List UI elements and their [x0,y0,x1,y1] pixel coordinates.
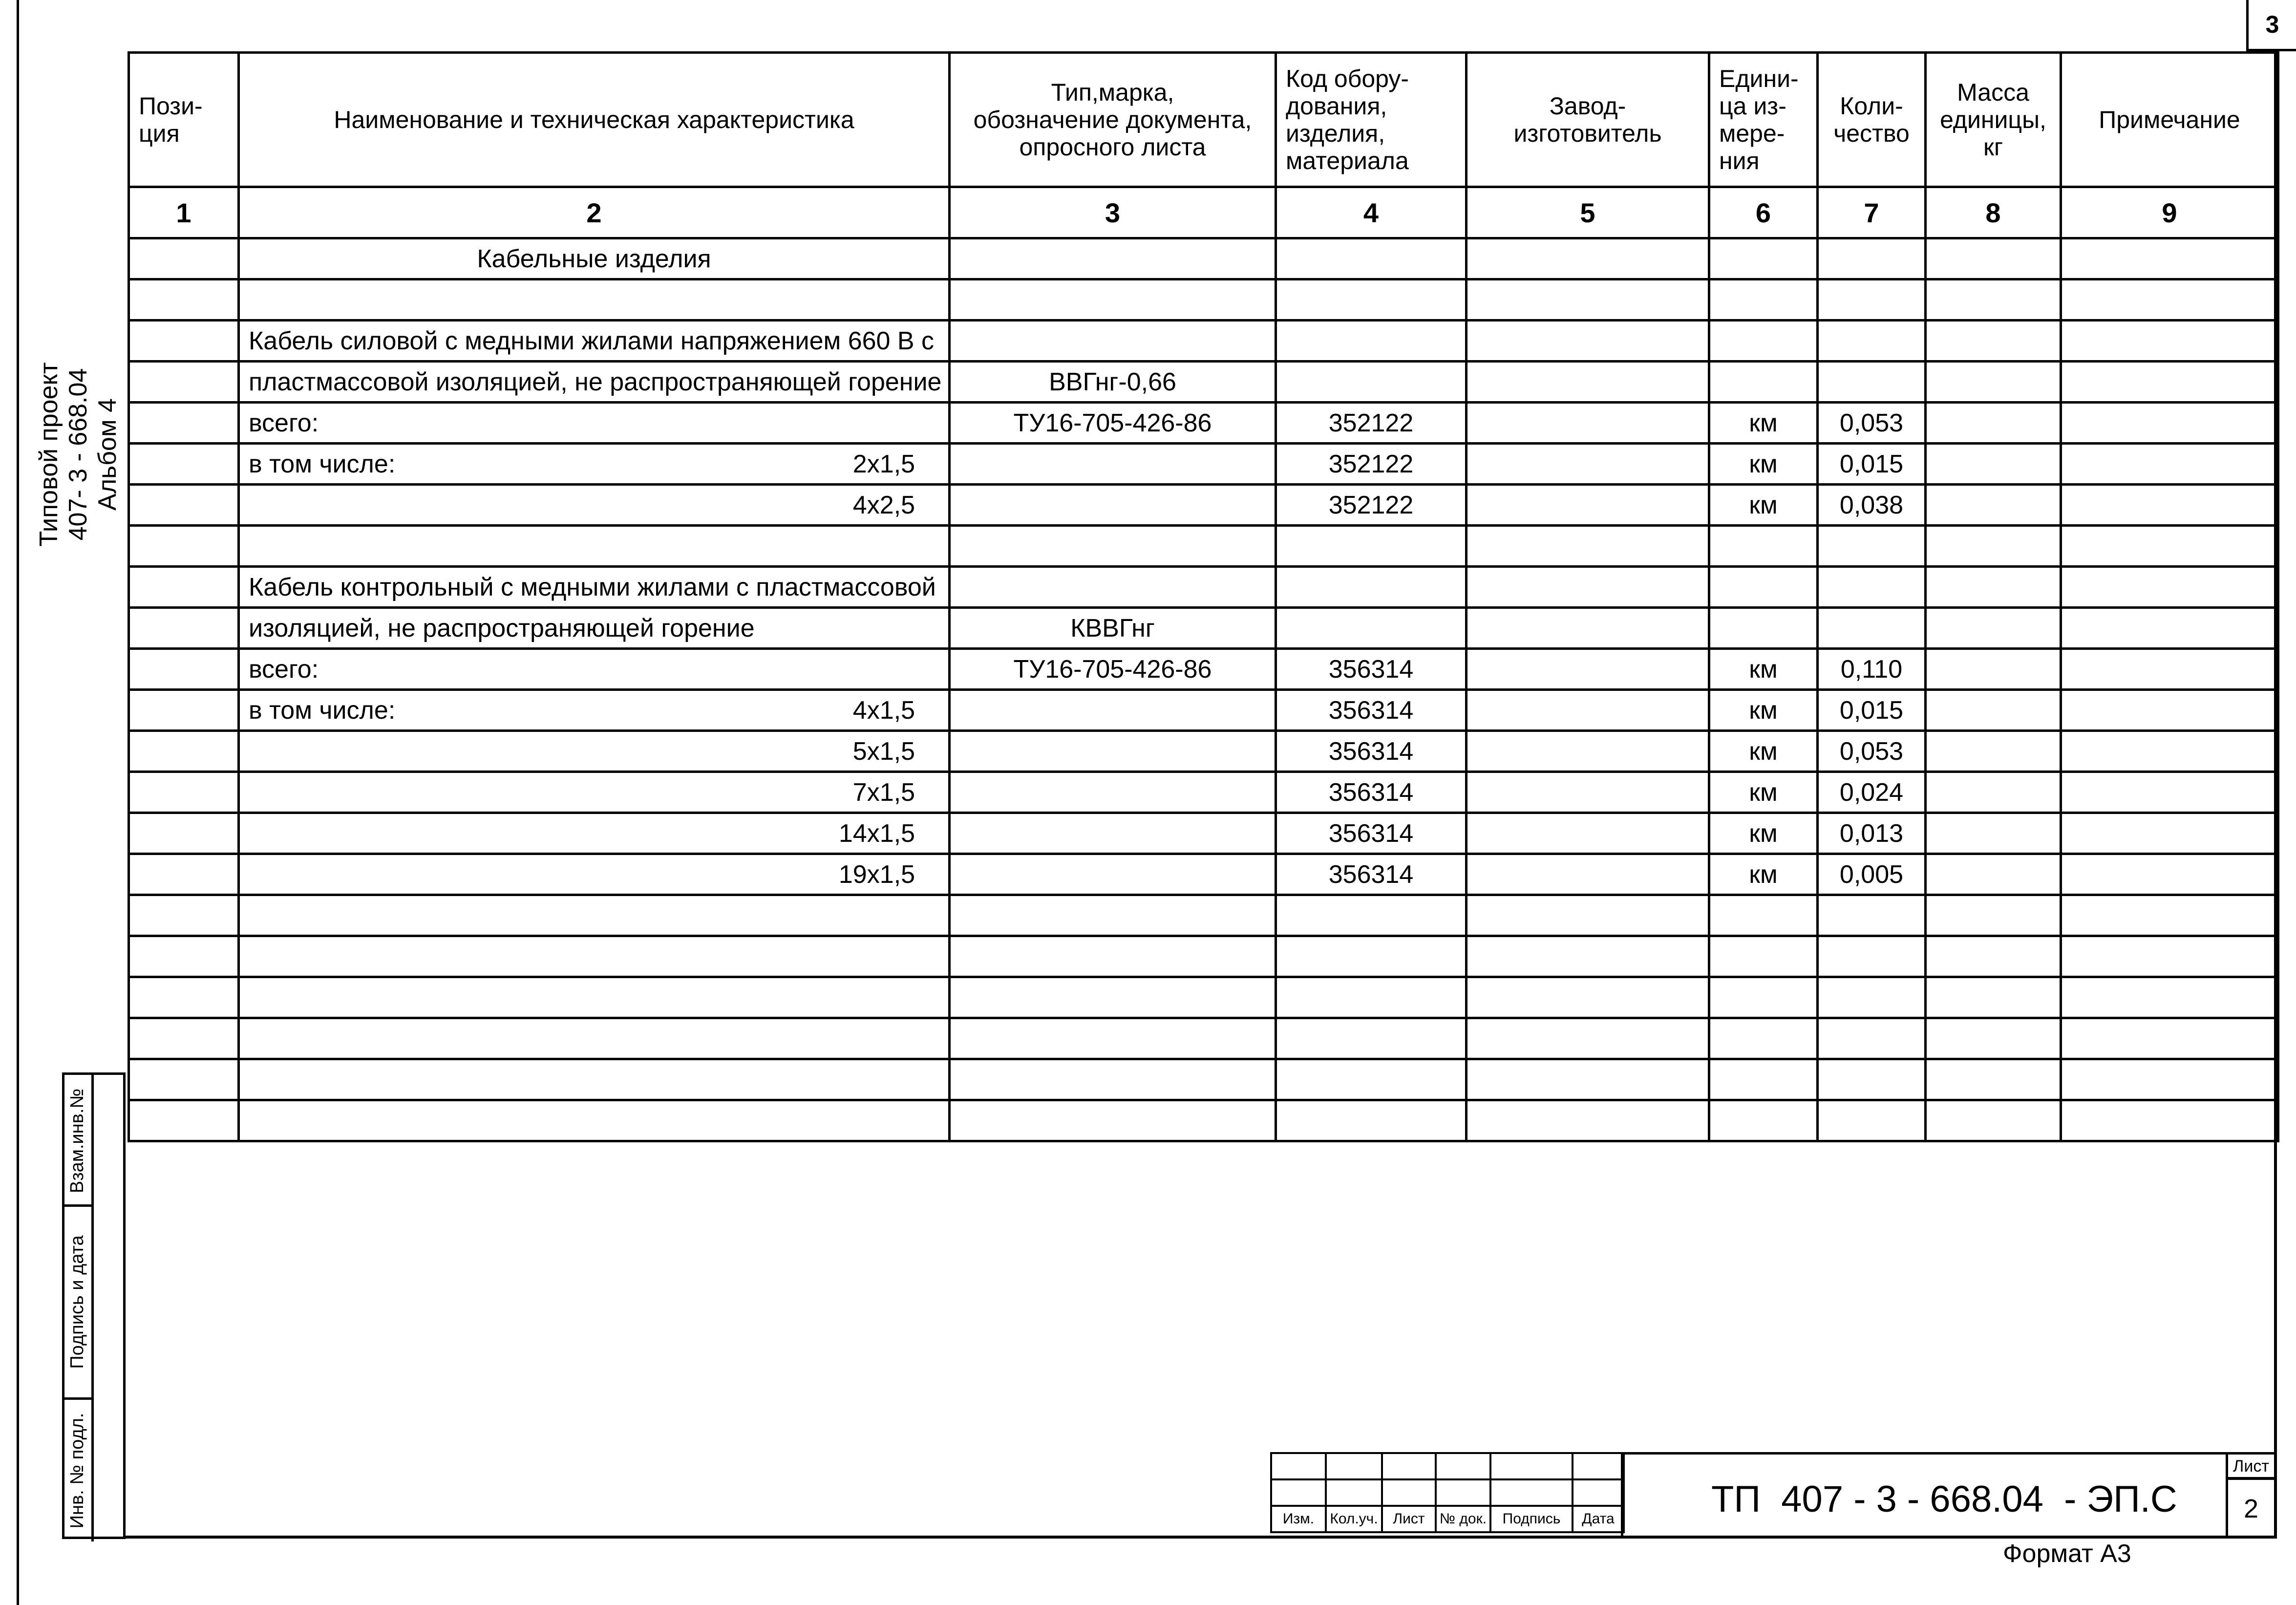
cell-mass [1926,649,2061,690]
cell-name [239,238,950,279]
page-corner-number: 3 [2265,11,2279,38]
document-designation: ТП 407 - 3 - 668.04 - ЭП.С [1711,1478,2177,1520]
page-corner-number-box [2246,0,2296,51]
cell-quantity [1818,936,1926,977]
cell-unit [1709,567,1818,608]
stamp-vzam: Взам.инв.№ [64,1075,94,1207]
cell-manufacturer [1467,608,1709,649]
cell-type-mark [950,238,1276,279]
cell-quantity: 0,053 [1818,731,1926,772]
cell-code: 356314 [1276,813,1467,854]
cell-position [129,321,239,362]
cell-name-section: 4х2,5 [852,491,915,519]
cell-position [129,772,239,813]
cell-quantity [1818,279,1926,321]
cell-position [129,1018,239,1059]
cell-mass [1926,772,2061,813]
cell-position [129,813,239,854]
cell-quantity [1818,895,1926,936]
cell-code [1276,279,1467,321]
cell-quantity [1818,238,1926,279]
cell-type-mark [950,526,1276,567]
cell-unit [1709,1059,1818,1100]
table-row [129,362,2278,403]
cell-code [1276,567,1467,608]
cell-note [2061,731,2278,772]
cell-name [239,608,950,649]
cell-manufacturer [1467,567,1709,608]
cell-mass [1926,279,2061,321]
cell-type-mark [950,321,1276,362]
column-number-2: 2 [239,187,950,238]
table-row [129,977,2278,1018]
cell-mass [1926,321,2061,362]
column-number-5: 5 [1467,187,1709,238]
cell-mass [1926,977,2061,1018]
cell-code [1276,362,1467,403]
cell-note [2061,690,2278,731]
table-row [129,526,2278,567]
cell-name [239,279,950,321]
table-row [129,485,2278,526]
cell-type-mark [950,444,1276,485]
cell-note [2061,444,2278,485]
title-block-label: Лист [1382,1506,1436,1532]
cell-note [2061,1100,2278,1141]
cell-mass [1926,238,2061,279]
cell-name-section: 5х1,5 [852,737,915,766]
cell-manufacturer [1467,813,1709,854]
cell-note [2061,936,2278,977]
cell-code: 356314 [1276,854,1467,895]
stamp-inv: Инв. № подл. [64,1400,94,1541]
cell-quantity: 0,005 [1818,854,1926,895]
cell-unit: км [1709,403,1818,444]
right-frame-line [2274,51,2277,1539]
header-col-1: Пози- ция [129,53,239,187]
cell-manufacturer [1467,362,1709,403]
cell-quantity: 0,024 [1818,772,1926,813]
table-row [129,772,2278,813]
cell-manufacturer [1467,854,1709,895]
cell-name [239,690,950,731]
cell-name-section: 19х1,5 [838,860,915,889]
cell-quantity: 0,015 [1818,690,1926,731]
cell-type-mark [950,1100,1276,1141]
cell-quantity: 0,110 [1818,649,1926,690]
cell-note [2061,1059,2278,1100]
cell-unit [1709,526,1818,567]
cell-type-mark [950,485,1276,526]
header-col-3: Тип,марка, обозначение документа, опросного листа [950,53,1276,187]
cell-position [129,977,239,1018]
left-frame-line [17,0,19,1605]
cell-note [2061,279,2278,321]
table-row [129,1059,2278,1100]
cell-quantity [1818,1018,1926,1059]
cell-code [1276,1018,1467,1059]
cell-name [239,1100,950,1141]
cell-quantity: 0,015 [1818,444,1926,485]
cell-type-mark [950,772,1276,813]
cell-note [2061,772,2278,813]
cell-type-mark [950,731,1276,772]
cell-unit [1709,1100,1818,1141]
side-project-title [34,308,142,601]
column-number-row [129,187,2278,238]
column-number-1: 1 [129,187,239,238]
cell-manufacturer [1467,238,1709,279]
cell-code [1276,321,1467,362]
sheet-number: 2 [2243,1494,2259,1523]
cell-code: 352122 [1276,485,1467,526]
cell-code [1276,977,1467,1018]
cell-quantity: 0,053 [1818,403,1926,444]
cell-type-mark [950,567,1276,608]
cell-name-section: 7х1,5 [852,778,915,807]
cell-name-text: Кабельные изделия [477,244,711,273]
header-col-2: Наименование и техническая характеристика [239,53,950,187]
cell-unit: км [1709,690,1818,731]
cell-mass [1926,854,2061,895]
table-row [129,936,2278,977]
cell-name [239,526,950,567]
cell-quantity: 0,013 [1818,813,1926,854]
table-header-row [129,53,2278,187]
title-block-label: Дата [1573,1506,1624,1532]
cell-name [239,977,950,1018]
cell-note [2061,608,2278,649]
cell-position [129,567,239,608]
cell-manufacturer [1467,279,1709,321]
cell-name-text: пластмассовой изоляцией, не распространяющей горение [249,367,942,396]
cell-mass [1926,403,2061,444]
sheet-number-box [2226,1477,2276,1538]
cell-mass [1926,731,2061,772]
cell-manufacturer [1467,1100,1709,1141]
cell-name [239,1059,950,1100]
header-col-6: Едини- ца из- мере- ния [1709,53,1818,187]
cell-unit: км [1709,854,1818,895]
cell-quantity [1818,362,1926,403]
cell-position [129,485,239,526]
header-col-9: Примечание [2061,53,2278,187]
title-block-label: Подпись [1490,1506,1573,1532]
cell-code: 356314 [1276,690,1467,731]
cell-name [239,444,950,485]
cell-type-mark [950,1059,1276,1100]
cell-code [1276,936,1467,977]
cell-manufacturer [1467,1018,1709,1059]
side-title-line3: Альбом 4 [93,398,122,511]
cell-type-mark [950,936,1276,977]
cell-position [129,936,239,977]
header-col-7: Коли- чество [1818,53,1926,187]
cell-mass [1926,444,2061,485]
cell-type-mark [950,854,1276,895]
cell-manufacturer [1467,649,1709,690]
cell-unit [1709,977,1818,1018]
header-col-5: Завод- изготовитель [1467,53,1709,187]
cell-name [239,649,950,690]
cell-mass [1926,526,2061,567]
cell-type-mark: ВВГнг-0,66 [950,362,1276,403]
cell-name-section: 14х1,5 [838,819,915,848]
table-row [129,1018,2278,1059]
cell-name [239,321,950,362]
cell-name-text: всего: [249,655,319,684]
cell-note [2061,403,2278,444]
cell-code [1276,526,1467,567]
cell-unit [1709,895,1818,936]
cell-code: 356314 [1276,649,1467,690]
table-row [129,321,2278,362]
cell-mass [1926,567,2061,608]
sheet-label: Лист [2233,1457,2269,1476]
specification-table [128,51,2279,1142]
cell-name-section: 4х1,5 [852,696,915,725]
cell-mass [1926,362,2061,403]
cell-mass [1926,1018,2061,1059]
cell-name-text: всего: [249,408,319,437]
cell-code: 356314 [1276,772,1467,813]
cell-code [1276,238,1467,279]
sheet-label-box [2226,1452,2276,1479]
cell-manufacturer [1467,690,1709,731]
cell-note [2061,854,2278,895]
title-block-label: Изм. [1271,1506,1326,1532]
table-row [129,731,2278,772]
cell-code [1276,895,1467,936]
cell-note [2061,362,2278,403]
cell-type-mark [950,895,1276,936]
table-row [129,279,2278,321]
cell-quantity: 0,038 [1818,485,1926,526]
cell-note [2061,977,2278,1018]
table-row [129,444,2278,485]
cell-name [239,362,950,403]
cell-name-text: в том числе: [249,696,396,725]
cell-quantity [1818,526,1926,567]
cell-name [239,1018,950,1059]
table-row [129,854,2278,895]
cell-mass [1926,608,2061,649]
cell-quantity [1818,608,1926,649]
cell-name-text: Кабель силовой с медными жилами напряжением 660 В с [249,326,935,355]
cell-name [239,895,950,936]
cell-type-mark: ТУ16-705-426-86 [950,403,1276,444]
cell-manufacturer [1467,977,1709,1018]
cell-name [239,813,950,854]
cell-position [129,854,239,895]
cell-note [2061,238,2278,279]
cell-note [2061,567,2278,608]
cell-manufacturer [1467,321,1709,362]
cell-position [129,362,239,403]
cell-mass [1926,690,2061,731]
column-number-3: 3 [950,187,1276,238]
cell-name-section: 2х1,5 [852,449,915,478]
cell-manufacturer [1467,1059,1709,1100]
table-row [129,690,2278,731]
cell-manufacturer [1467,895,1709,936]
cell-mass [1926,813,2061,854]
table-row [129,649,2278,690]
cell-name [239,403,950,444]
cell-mass [1926,895,2061,936]
cell-unit [1709,321,1818,362]
table-row [129,1100,2278,1141]
cell-position [129,895,239,936]
cell-manufacturer [1467,444,1709,485]
cell-manufacturer [1467,485,1709,526]
cell-position [129,403,239,444]
paper-format: Формат А3 [2003,1540,2131,1568]
cell-note [2061,321,2278,362]
cell-note [2061,485,2278,526]
cell-type-mark: КВВГнг [950,608,1276,649]
title-block-label: Кол.уч. [1326,1506,1382,1532]
left-stamp-column [62,1072,126,1539]
column-number-8: 8 [1926,187,2061,238]
column-number-7: 7 [1818,187,1926,238]
cell-unit: км [1709,649,1818,690]
cell-code [1276,608,1467,649]
cell-name [239,731,950,772]
cell-name [239,567,950,608]
cell-manufacturer [1467,936,1709,977]
header-col-4: Код обору- дования, изделия, материала [1276,53,1467,187]
cell-note [2061,895,2278,936]
side-title-line1: Типовой проект [35,362,63,547]
cell-type-mark [950,690,1276,731]
cell-unit: км [1709,444,1818,485]
cell-code [1276,1100,1467,1141]
cell-unit [1709,238,1818,279]
cell-position [129,279,239,321]
cell-quantity [1818,567,1926,608]
cell-unit [1709,362,1818,403]
cell-position [129,238,239,279]
side-title-line2: 407- 3 - 668.04 [64,368,92,541]
cell-manufacturer [1467,403,1709,444]
cell-quantity [1818,1100,1926,1141]
cell-code [1276,1059,1467,1100]
cell-mass [1926,936,2061,977]
cell-unit [1709,608,1818,649]
table-row [129,895,2278,936]
cell-quantity [1818,977,1926,1018]
table-row [129,238,2278,279]
cell-note [2061,1018,2278,1059]
stamp-podpis: Подпись и дата [64,1207,94,1400]
table-row [129,608,2278,649]
cell-manufacturer [1467,526,1709,567]
cell-unit: км [1709,485,1818,526]
title-block-revisions [1270,1452,1625,1533]
cell-code: 352122 [1276,403,1467,444]
table-row [129,567,2278,608]
title-block-label: № док. [1436,1506,1490,1532]
cell-quantity [1818,1059,1926,1100]
table-row [129,403,2278,444]
column-number-9: 9 [2061,187,2278,238]
cell-unit [1709,1018,1818,1059]
column-number-4: 4 [1276,187,1467,238]
cell-code: 356314 [1276,731,1467,772]
cell-type-mark [950,813,1276,854]
cell-name [239,485,950,526]
cell-unit [1709,279,1818,321]
cell-name [239,854,950,895]
cell-type-mark: ТУ16-705-426-86 [950,649,1276,690]
cell-name-text: в том числе: [249,449,396,478]
cell-position [129,444,239,485]
title-block-designation-box [1621,1452,2228,1538]
cell-type-mark [950,1018,1276,1059]
cell-type-mark [950,279,1276,321]
cell-unit: км [1709,772,1818,813]
cell-mass [1926,1100,2061,1141]
cell-manufacturer [1467,731,1709,772]
table-row [129,813,2278,854]
cell-position [129,1059,239,1100]
cell-unit: км [1709,731,1818,772]
cell-position [129,608,239,649]
cell-name [239,772,950,813]
cell-note [2061,813,2278,854]
cell-note [2061,649,2278,690]
cell-name-text: Кабель контрольный с медными жилами с пластмассовой [249,573,936,601]
cell-position [129,731,239,772]
cell-position [129,649,239,690]
cell-unit [1709,936,1818,977]
column-number-6: 6 [1709,187,1818,238]
cell-quantity [1818,321,1926,362]
cell-mass [1926,485,2061,526]
cell-manufacturer [1467,772,1709,813]
cell-note [2061,526,2278,567]
header-col-8: Масса единицы, кг [1926,53,2061,187]
cell-type-mark [950,977,1276,1018]
cell-name [239,936,950,977]
cell-position [129,690,239,731]
cell-unit: км [1709,813,1818,854]
cell-mass [1926,1059,2061,1100]
cell-name-text: изоляцией, не распространяющей горение [249,614,755,642]
cell-position [129,526,239,567]
cell-position [129,1100,239,1141]
cell-code: 352122 [1276,444,1467,485]
